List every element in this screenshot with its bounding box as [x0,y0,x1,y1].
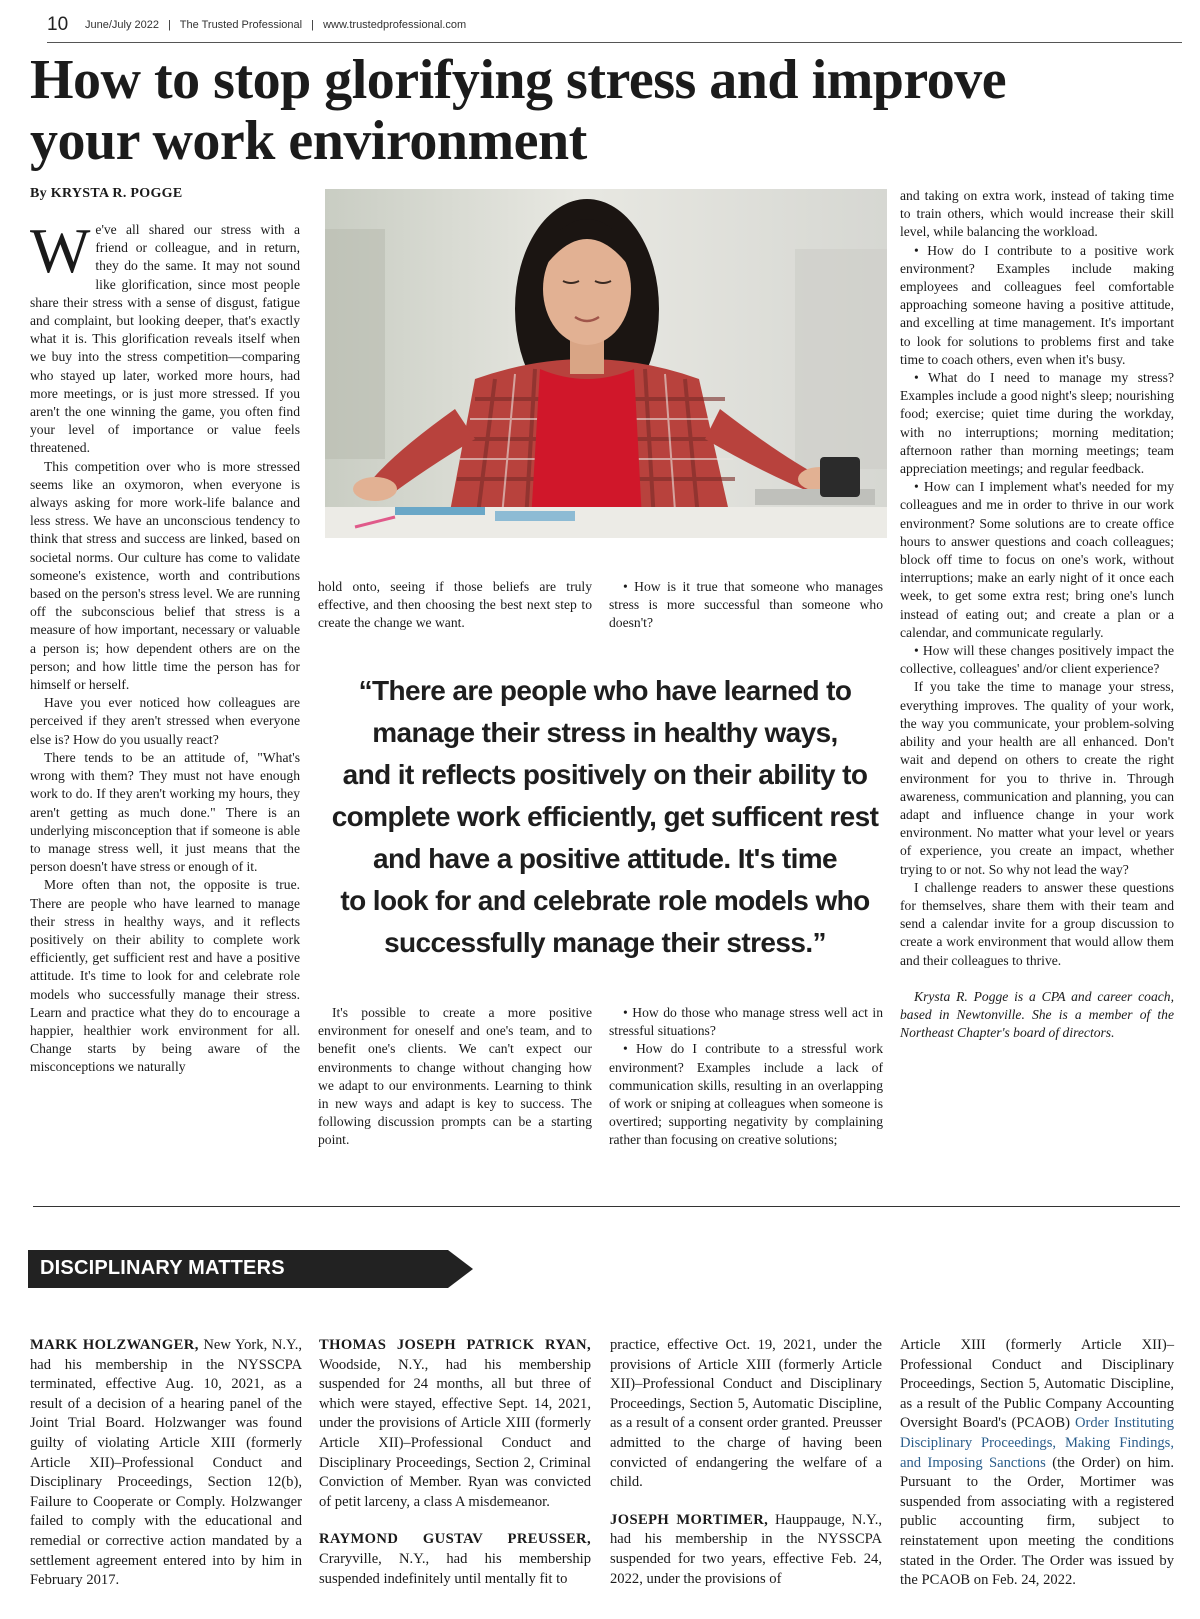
paragraph: • How do I contribute to a positive work environment? Examples include making employees and colleagues feel comfortable approaching someone having a positive attitude, and excelling at time management. It's important to look for solutions to problems first and take time to coach others, even when it's busy. [900,242,1174,367]
page-number: 10 [47,14,69,35]
drop-cap: W [30,215,91,286]
disciplinary-entry: JOSEPH MORTIMER, Hauppauge, N.Y., had his membership in the NYSSCPA suspended for two years, effective Feb. 24, 2022, under the provisions of [610,1511,882,1587]
article-column-3-top [609,578,883,633]
website-link[interactable]: www.trustedprofessional.com [323,19,467,31]
paragraph: • How do I contribute to a stressful work environment? Examples include a lack of communication skills, resulting in an overlapping of work or sniping at colleagues when someone is overtired; supporting negativity by complaining rather than focusing on creative solutions; [609,1041,883,1148]
disciplinary-entry: THOMAS JOSEPH PATRICK RYAN, Woodside, N.Y., had his membership suspended for 24 months, all but three of which were stayed, effective Sept. 14, 2021, under the provisions of Article XIII (formerly Article XII)–Professional Conduct and Disciplinary Proceedings, Section 2, Criminal Conviction of Member. Ryan was convicted of petit larceny, a class A misdemeanor. [319,1337,591,1510]
member-name: MARK HOLZWANGER, [30,1337,199,1353]
paragraph: This competition over who is more stressed seems like an oxymoron, when everyone is always asking for more work-life balance and less stress. We have an unconscious tendency to think that stress and success are linked, based on societal norms. Our culture has come to validate someone's existence, worth and contributions based on the person's stress level. We are running off the subconscious belief that stress is a measure of how important, necessary or valuable a person is; how dependent others are on the person; and how little time the person has for himself or herself. [30,458,300,693]
disciplinary-column-2 [319,1336,591,1607]
disciplinary-entry: Article XIII (formerly Article XII)–Professional Conduct and Disciplinary Proceedings, Section 5, Automatic Discipline, as a result of the Public Company Accounting Oversight Board's (PCAOB) Order Instituting Disciplinary Proceedings, Making Findings, and Imposing Sanctions (the Order) on him. Pursuant to the Order, Mortimer was suspended from associating with a registered public accounting firm, subject to reinstatement upon meeting the conditions stated in the Order. The Order was issued by the PCAOB on Feb. 24, 2022. [900,1337,1174,1589]
publication-name: The Trusted Professional [179,19,303,31]
paragraph: • How is it true that someone who manages stress is more successful than someone who doesn't? [609,579,883,631]
paragraph: More often than not, the opposite is true. There are people who have learned to manage their stress in healthy ways, and it reflects positively on their ability to complete work efficiently, get sufficient rest and have a positive attitude. It's time to look for and celebrate role models who successfully manage their stress. Learn and practice what they do to encourage a happier, healthier work environment for all. Change starts by being aware of the misconceptions we naturally [30,877,300,1075]
paragraph: • What do I need to manage my stress? Examples include a good night's sleep; nourishing food; exercise; quiet time during the workday, with no interruptions; morning meditation; afternoon rather than morning meetings; team appreciation meetings; and regular feedback. [900,370,1174,477]
article-headline [30,50,1180,172]
disciplinary-entry: practice, effective Oct. 19, 2021, under the provisions of Article XIII (formerly Article XII)–Professional Conduct and Disciplinary Proceedings, Section 5, Automatic Discipline, as a result of a consent order granted. Preusser admitted to the charge of having been convicted of endangering the welfare of a child. [610,1337,882,1491]
article-column-2-bottom [318,1004,592,1150]
header-separator: | [311,19,314,31]
disciplinary-entry: MARK HOLZWANGER, New York, N.Y., had his membership in the NYSSCPA terminated, effective Aug. 10, 2021, as a result of a decision of a hearing panel of the Joint Trial Board. Holzwanger was found guilty of violating Article XIII (formerly Article XII)–Professional Conduct and Disciplinary Proceedings, Section 12(b), Failure to Cooperate or Comply. Holzwanger failed to comply with the educational and remedial or corrective action mandated by a settlement agreement entered into by him in February 2017. [30,1337,303,1589]
section-banner [28,1250,473,1288]
disciplinary-column-3 [610,1336,882,1607]
header-separator: | [168,19,171,31]
paragraph: • How will these changes positively impact the collective, colleagues' and/or client experience? [900,643,1174,677]
headline-line-2: your work environment [30,110,587,172]
article-column-2-top [318,578,592,633]
paragraph: • How do those who manage stress well act in stressful situations? [609,1005,883,1039]
paragraph: I challenge readers to answer these questions for themselves, share them with their team and send a calendar invite for a group discussion to create a work environment that would allow them and their colleagues to thrive. [900,879,1174,968]
pull-quote-line: to look for and celebrate role models who [340,885,870,916]
pull-quote-line: complete work efficiently, get sufficent rest [331,801,879,832]
issue-date: June/July 2022 [85,19,159,31]
header-meta [85,19,472,31]
paragraph: It's possible to create a more positive environment for oneself and one's team, and to benefit one's clients. We can't expect our environments to change without changing how we adapt to our environments. Learning to think in new ways and adapt is key to success. The following discussion prompts can be a starting point. [318,1005,592,1148]
member-name: JOSEPH MORTIMER, [610,1511,769,1528]
paragraph: • How can I implement what's needed for my colleagues and me in order to thrive in our work environment? Some solutions are to create office hours to answer questions and coach colleagues; block off time to focus on one's work, without interruptions; make an early night of it once each week, to get some extra rest; bring one's lunch instead of eating out; and create a plan or a calendar, and communicate regularly. [900,479,1174,640]
article-column-1 [30,215,300,1077]
section-banner-title: DISCIPLINARY MATTERS [40,1257,285,1279]
paragraph: hold onto, seeing if those beliefs are truly effective, and then choosing the best next step to create the change we want. [318,579,592,631]
disciplinary-column-1 [30,1336,302,1609]
member-name: THOMAS JOSEPH PATRICK RYAN, [319,1337,591,1353]
page-header [47,12,1182,43]
byline-prefix: By [30,186,47,201]
byline-author: KRYSTA R. POGGE [50,186,183,201]
pull-quote [325,670,885,964]
paragraph: Have you ever noticed how colleagues are perceived if they aren't stressed when everyone else is? How do you usually react? [30,695,300,747]
paragraph: There tends to be an attitude of, "What's wrong with them? They must not have enough work to do. If they aren't working my hours, they aren't getting as much done." There is an underlying misconception that if someone is able to manage stress well, it just means that the person doesn't have stress or enough of it. [30,749,300,875]
article-column-3-bottom [609,1004,883,1150]
pcaob-order-link[interactable]: Order Instituting Disciplinary Proceedings, Making Findings, and Imposing Sanctions [900,1415,1174,1471]
byline [30,186,182,202]
member-name: RAYMOND GUSTAV PREUSSER, [319,1531,591,1548]
paragraph: and taking on extra work, instead of taking time to train others, which would increase their skill level, while balancing the workload. [900,188,1174,240]
disciplinary-column-4 [900,1336,1174,1609]
pull-quote-line: “There are people who have learned to [358,675,852,706]
pull-quote-line: manage their stress in healthy ways, [372,717,838,748]
article-column-4 [900,187,1174,1042]
section-divider [33,1206,1180,1207]
disciplinary-entry: RAYMOND GUSTAV PREUSSER, Craryville, N.Y., had his membership suspended indefinitely until mentally fit to [319,1531,591,1587]
author-bio: Krysta R. Pogge is a CPA and career coach, based in Newtonville. She is a member of the Northeast Chapter's board of directors. [900,988,1174,1041]
article-photo [325,189,887,538]
paragraph: If you take the time to manage your stress, everything improves. The quality of your work, the way you communicate, your problem-solving ability and your health are all enhanced. Don't wait and depend on others to create the right environment for you to thrive in. Through awareness, communication and planning, you can adapt and influence change in your work environment. No matter what your level or years of experience, you create an impact, whether trying to or not. So why not lead the way? [900,679,1174,877]
pull-quote-line: successfully manage their stress.” [384,927,826,958]
headline-line-1: How to stop glorifying stress and improve [30,49,1007,111]
paragraph: We've all shared our stress with a friend or colleague, and in return, they do the same. It may not sound like glorification, since most people share their stress with a sense of disgust, fatigue and complaint, but looking deeper, that's exactly what it is. This glorification reveals itself when we buy into the stress competition—comparing who stayed up later, worked more hours, had more meetings, or is just more stressed. If you aren't the one winning the game, you often find your level of importance or value feels threatened. [30,215,300,456]
pull-quote-line: and have a positive attitude. It's time [372,843,838,874]
pull-quote-line: and it reflects positively on their ability to [342,759,868,790]
